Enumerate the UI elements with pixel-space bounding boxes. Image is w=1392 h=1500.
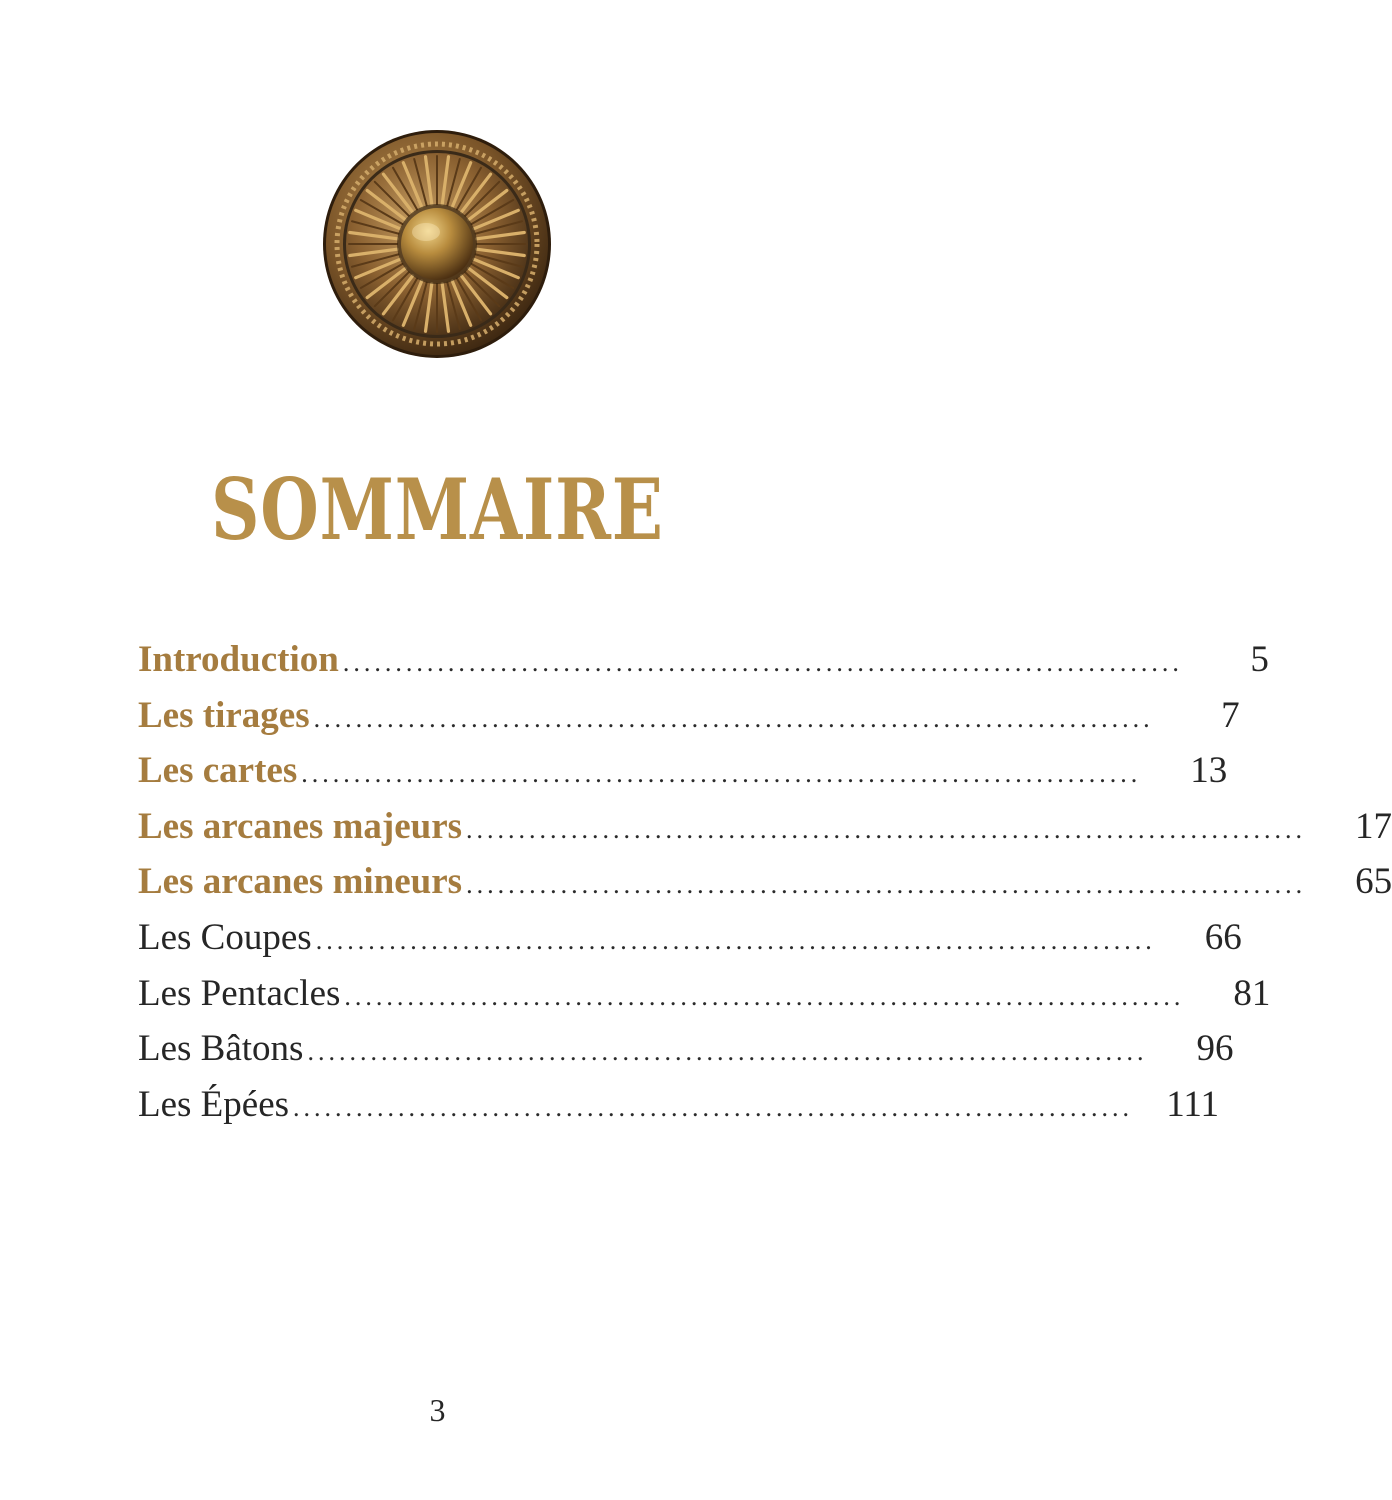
toc-entry[interactable] (138, 1077, 1220, 1133)
toc-entry-page: 5 (1250, 639, 1269, 680)
toc-entry[interactable] (138, 854, 1392, 910)
dot-leader: ................................................................................ (307, 1037, 1148, 1067)
toc-entry-page: 65 (1355, 861, 1392, 903)
page-number: 3 (429, 1392, 446, 1428)
toc-entry-label: Les Coupes (138, 916, 312, 958)
toc-entry[interactable] (138, 743, 1228, 799)
toc-entry[interactable] (138, 910, 1242, 966)
toc-entry-label: Les cartes (138, 750, 298, 792)
toc-entry-label: Les tirages (138, 694, 310, 736)
toc-entry-page: 96 (1196, 1028, 1234, 1070)
dot-leader: ................................................................................ (466, 870, 1307, 900)
toc-entry[interactable] (138, 1021, 1234, 1077)
table-of-contents (138, 632, 1392, 1132)
dot-leader: ................................................................................ (466, 814, 1307, 844)
dot-leader: ................................................................................ (342, 648, 1183, 677)
toc-entry-label: Les arcanes mineurs (138, 861, 463, 903)
toc-entry-label: Les Pentacles (138, 972, 341, 1014)
toc-entry[interactable] (138, 799, 1392, 855)
page-title: SOMMAIRE (210, 460, 664, 559)
toc-entry[interactable] (138, 688, 1240, 744)
sun-medallion-icon (322, 128, 552, 360)
toc-entry-label: Les Bâtons (138, 1028, 304, 1070)
toc-entry-label: Les Épées (138, 1083, 290, 1125)
toc-entry-label: Les arcanes majeurs (138, 805, 463, 847)
dot-leader: ................................................................................ (293, 1092, 1134, 1122)
toc-entry-label: Introduction (138, 639, 339, 680)
toc-entry-page: 7 (1221, 694, 1240, 736)
toc-entry-page: 17 (1355, 805, 1392, 847)
toc-entry[interactable] (138, 966, 1271, 1022)
toc-entry-page: 13 (1190, 750, 1228, 792)
toc-entry-page: 81 (1233, 972, 1271, 1014)
dot-leader: ................................................................................ (344, 981, 1185, 1011)
dot-leader: ................................................................................ (301, 759, 1142, 789)
toc-entry[interactable] (138, 632, 1269, 688)
dot-leader: ................................................................................ (315, 925, 1156, 955)
toc-entry-page: 66 (1204, 916, 1242, 958)
dot-leader: ................................................................................ (313, 703, 1154, 733)
toc-entry-page: 111 (1166, 1083, 1220, 1125)
